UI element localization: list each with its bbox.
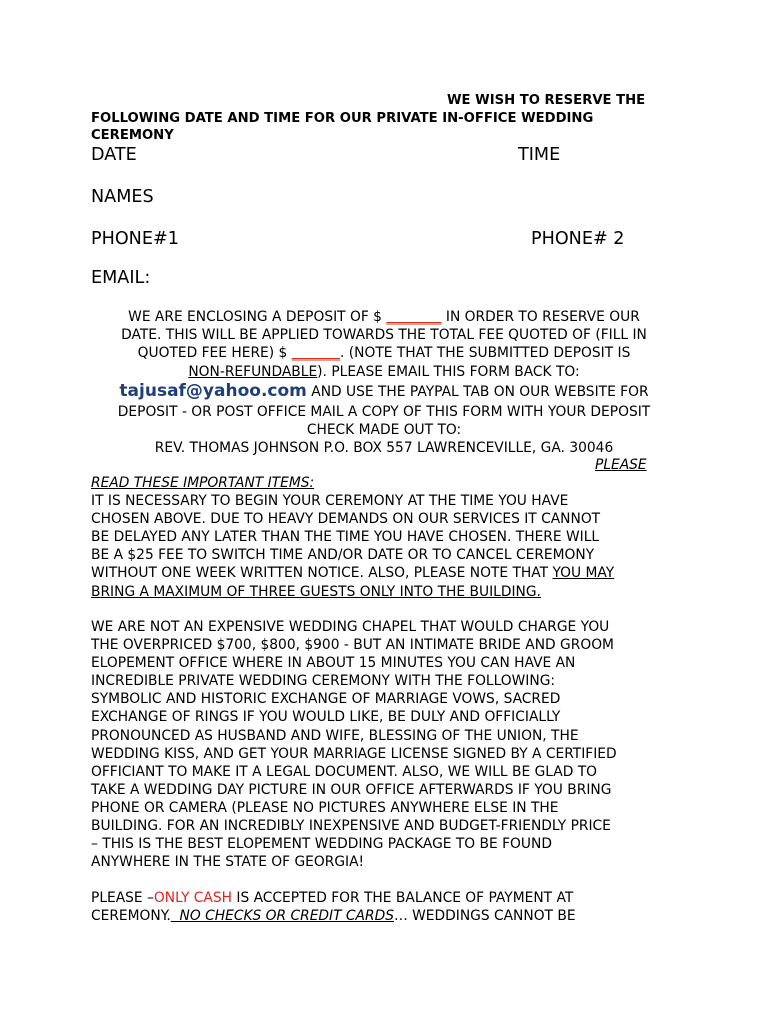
about-paragraph <box>91 618 681 871</box>
deposit-text: QUOTED FEE HERE) $ <box>137 345 292 362</box>
names-label: NAMES <box>91 187 154 207</box>
phone1-label: PHONE#1 <box>91 229 179 249</box>
about-line: SYMBOLIC AND HISTORIC EXCHANGE OF MARRIAGE VOWS, SACRED <box>91 691 561 708</box>
important-items-section <box>91 474 681 601</box>
header-line-2: FOLLOWING DATE AND TIME FOR OUR PRIVATE IN-OFFICE WEDDING <box>91 111 594 126</box>
please-line <box>595 456 675 474</box>
about-line: – THIS IS THE BEST ELOPEMENT WEDDING PACKAGE TO BE FOUND <box>91 836 552 853</box>
important-line-4: BE A $25 FEE TO SWITCH TIME AND/OR DATE OR TO CANCEL CEREMONY <box>91 547 595 564</box>
no-checks-text: NO CHECKS OR CREDIT CARDS <box>170 908 394 925</box>
about-line: OFFICIANT TO MAKE IT A LEGAL DOCUMENT. ALSO, WE WILL BE GLAD TO <box>91 763 597 780</box>
mailing-address: REV. THOMAS JOHNSON P.O. BOX 557 LAWRENCEVILLE, GA. 30046 <box>154 440 614 457</box>
deposit-text: ). PLEASE EMAIL THIS FORM BACK TO: <box>317 363 580 380</box>
payment-line-1 <box>91 889 681 907</box>
about-line: TAKE A WEDDING DAY PICTURE IN OUR OFFICE AFTERWARDS IF YOU BRING <box>91 781 612 798</box>
deposit-line-6: DEPOSIT - OR POST OFFICE MAIL A COPY OF THIS FORM WITH YOUR DEPOSIT <box>117 403 651 420</box>
payment-paragraph <box>91 889 681 925</box>
about-line: INCREDIBLE PRIVATE WEDDING CEREMONY WITH THE FOLLOWING: <box>91 673 556 690</box>
header-line-1: WE WISH TO RESERVE THE <box>447 93 646 108</box>
deposit-text: WE ARE ENCLOSING A DEPOSIT OF $ <box>128 309 387 325</box>
about-line: WEDDING KISS, AND GET YOUR MARRIAGE LICENSE SIGNED BY A CERTIFIED <box>91 745 617 762</box>
guest-limit-text: YOU MAY <box>552 565 615 582</box>
deposit-paragraph <box>90 308 678 457</box>
deposit-line-3 <box>90 344 678 362</box>
about-line: PRONOUNCED AS HUSBAND AND WIFE, BLESSING OF THE UNION, THE <box>91 727 579 744</box>
important-line-5 <box>91 564 681 582</box>
about-line: WE ARE NOT AN EXPENSIVE WEDDING CHAPEL THAT WOULD CHARGE YOU <box>91 619 610 635</box>
payment-text: PLEASE – <box>91 890 154 906</box>
about-line: PHONE OR CAMERA (PLEASE NO PICTURES ANYWHERE ELSE IN THE <box>91 799 559 816</box>
important-text: WITHOUT ONE WEEK WRITTEN NOTICE. ALSO, PLEASE NOTE THAT <box>91 565 553 582</box>
time-label: TIME <box>518 145 561 165</box>
payment-text: … WEDDINGS CANNOT BE <box>393 908 576 925</box>
important-line-2: CHOSEN ABOVE. DUE TO HEAVY DEMANDS ON OUR SERVICES IT CANNOT <box>91 511 601 528</box>
deposit-text: . (NOTE THAT THE SUBMITTED DEPOSIT IS <box>339 345 631 362</box>
deposit-line-4 <box>90 363 678 381</box>
quoted-fee-blank[interactable]: _______ <box>291 345 340 362</box>
deposit-line-5 <box>90 381 678 403</box>
payment-text: CEREMONY. <box>91 908 171 925</box>
about-line: EXCHANGE OF RINGS IF YOU WOULD LIKE, BE DULY AND OFFICIALLY <box>91 709 561 726</box>
guest-limit-text: BRING A MAXIMUM OF THREE GUESTS ONLY INTO THE BUILDING. <box>91 583 541 600</box>
deposit-amount-blank[interactable]: ________ <box>386 309 442 325</box>
important-line-3: BE DELAYED ANY LATER THAN THE TIME YOU HAVE CHOSEN. THERE WILL <box>91 529 600 546</box>
important-line-1: IT IS NECESSARY TO BEGIN YOUR CEREMONY AT THE TIME YOU HAVE <box>91 493 569 510</box>
deposit-text: AND USE THE PAYPAL TAB ON OUR WEBSITE FOR <box>306 383 649 400</box>
only-cash-text: ONLY CASH <box>153 890 232 906</box>
deposit-line-2: DATE. THIS WILL BE APPLIED TOWARDS THE TOTAL FEE QUOTED OF (FILL IN <box>121 327 647 344</box>
about-line: ELOPEMENT OFFICE WHERE IN ABOUT 15 MINUTES YOU CAN HAVE AN <box>91 655 576 672</box>
deposit-text: IN ORDER TO RESERVE OUR <box>441 309 640 325</box>
payment-line-2 <box>91 907 681 925</box>
please-text: PLEASE <box>595 457 647 473</box>
header-line-3: CEREMONY <box>91 128 174 143</box>
deposit-line-1 <box>90 308 678 326</box>
important-line-6 <box>91 583 681 601</box>
payment-text: IS ACCEPTED FOR THE BALANCE OF PAYMENT AT <box>231 890 574 906</box>
deposit-line-7: CHECK MADE OUT TO: <box>306 422 462 439</box>
date-label: DATE <box>91 145 137 165</box>
about-line: ANYWHERE IN THE STATE OF GEORGIA! <box>91 854 365 871</box>
email-address-link[interactable]: tajusaf@yahoo.com <box>119 380 307 401</box>
important-heading: READ THESE IMPORTANT ITEMS: <box>91 475 315 491</box>
about-line: THE OVERPRICED $700, $800, $900 - BUT AN INTIMATE BRIDE AND GROOM <box>91 637 614 654</box>
email-label: EMAIL: <box>91 268 151 288</box>
phone2-label: PHONE# 2 <box>531 229 625 249</box>
non-refundable-text: NON-REFUNDABLE <box>188 363 318 380</box>
about-line: BUILDING. FOR AN INCREDIBLY INEXPENSIVE AND BUDGET-FRIENDLY PRICE <box>91 818 611 835</box>
